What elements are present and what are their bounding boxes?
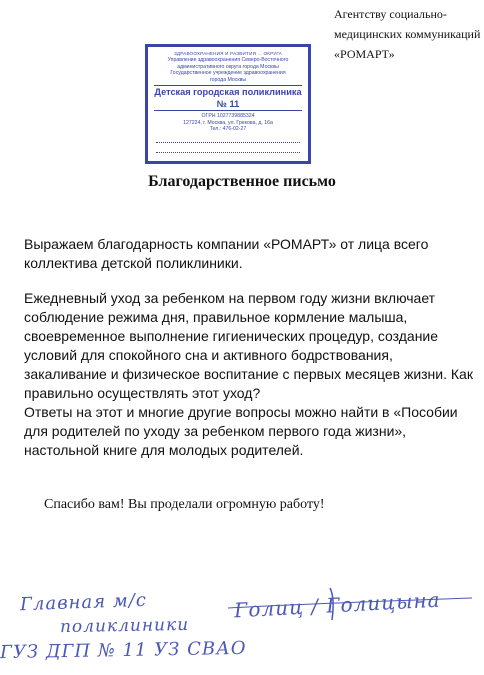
stamp-line: города Москвы bbox=[209, 76, 247, 83]
paragraph-care bbox=[24, 289, 474, 460]
stamp-fields bbox=[156, 133, 300, 153]
addressee-block bbox=[334, 4, 482, 64]
handwritten-institution: ГУЗ ДГП № 11 УЗ СВАО bbox=[0, 637, 247, 664]
paragraph-manual-text: Ответы на этот и многие другие вопросы можно найти в «Пособии для родителей по уходу за ребенком первого года жизни», настольной книге для молодых родителей. bbox=[24, 404, 458, 458]
stamp-line: Управление здравоохранения Северо-Восточного bbox=[167, 57, 289, 63]
letter-title: Благодарственное письмо bbox=[148, 173, 336, 190]
handwritten-position: поликлиники bbox=[59, 614, 190, 638]
paragraph-gratitude: Выражаем благодарность компании «РОМАРТ» от лица всего коллектива детской поликлиники. bbox=[24, 236, 429, 271]
stamp-line: административного округа города Москвы bbox=[177, 63, 279, 70]
thanks-line: Спасибо вам! Вы проделали огромную работу! bbox=[44, 497, 325, 512]
stamp-line: Государственное учреждение здравоохранения bbox=[170, 70, 286, 76]
stamp-ogrn: ОГРН 1027739885324 bbox=[201, 113, 255, 119]
stamp-header: ЗДРАВООХРАНЕНИЯ И РАЗВИТИЯ ... ОКРУГА bbox=[173, 51, 283, 56]
stamp-phone: Тел.: 476-02-27 bbox=[209, 126, 247, 132]
clinic-stamp bbox=[145, 44, 311, 164]
paragraph-care-text: Ежедневный уход за ребенком на первом году жизни включает соблюдение режима дня, правильное кормление малыша, своевременное выполнение гигиенических процедур, создание условий для спокойного сна и активного бодрствования, закаливание и физическое воспитание с первых месяцев жизни. Как правильно осуществлять этот уход? bbox=[24, 290, 473, 401]
stamp-clinic-name: Детская городская поликлиника № 11 bbox=[154, 87, 302, 109]
stamp-field-line bbox=[156, 145, 300, 153]
handwritten-signature: Голиц / Голицына bbox=[233, 587, 442, 623]
addressee-line: «РОМАРТ» bbox=[334, 47, 395, 61]
addressee-line: медицинских коммуникаций bbox=[334, 27, 481, 41]
stamp-address: 127224, г. Москва, ул. Грекова, д. 16а bbox=[183, 119, 273, 126]
addressee-line: Агентству социально- bbox=[334, 7, 447, 21]
handwritten-position: Главная м/с bbox=[19, 589, 148, 616]
stamp-field-line bbox=[156, 135, 300, 143]
